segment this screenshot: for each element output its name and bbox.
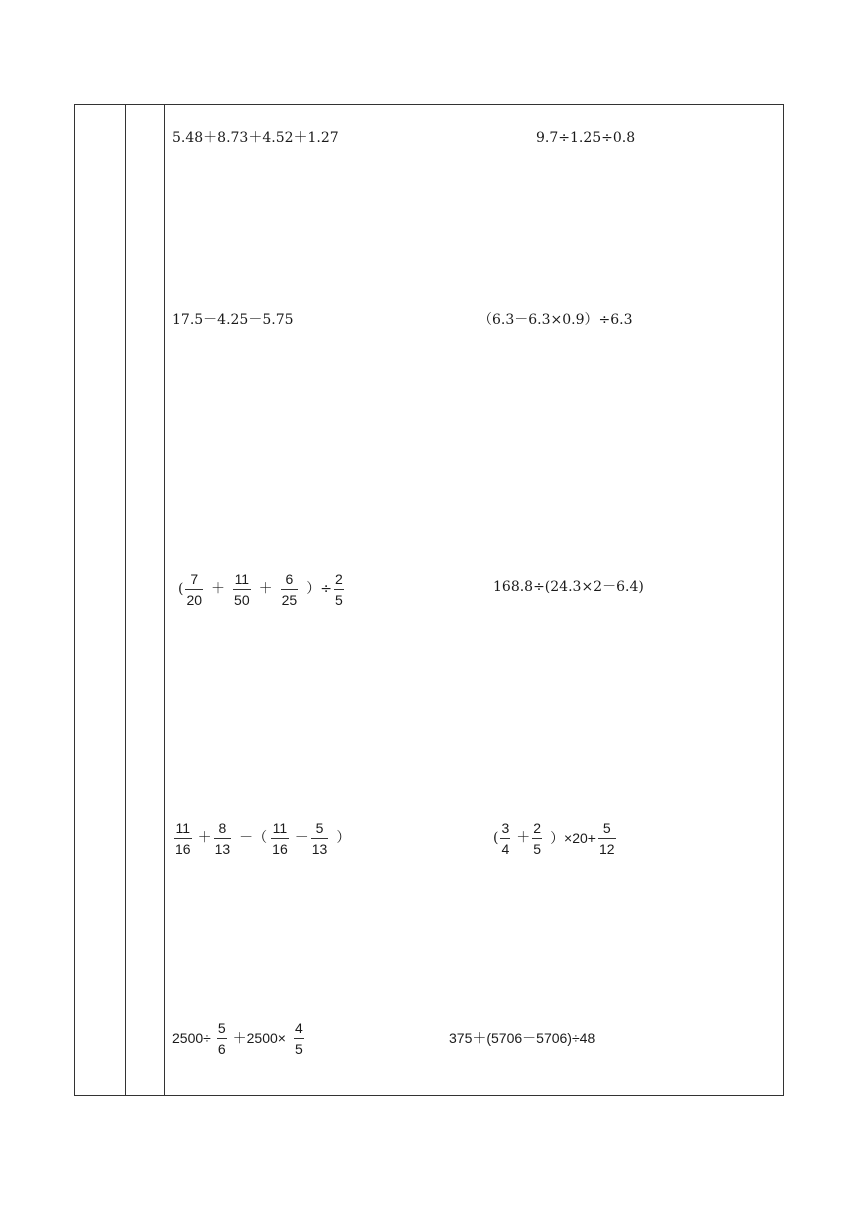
problem-2-text: 9.7÷1.25÷0.8 xyxy=(536,130,636,146)
fraction xyxy=(532,821,542,856)
minus-open: －（ xyxy=(239,830,268,846)
close-paren: ） xyxy=(336,830,351,846)
denominator: 16 xyxy=(175,840,191,857)
numerator: 2 xyxy=(334,570,343,587)
problem-2 xyxy=(536,131,635,145)
problem-3-text: 17.5－4.25－5.75 xyxy=(172,312,294,328)
close-times: ）×20+ xyxy=(550,830,596,846)
denominator: 5 xyxy=(294,1040,303,1057)
problem-9-pre: 2500÷ xyxy=(172,1030,211,1046)
fraction xyxy=(500,821,510,856)
numerator: 2 xyxy=(533,819,542,836)
problem-7 xyxy=(172,816,350,860)
denominator: 6 xyxy=(217,1040,226,1057)
problem-9 xyxy=(172,1016,306,1060)
denominator: 12 xyxy=(599,840,615,857)
plus-operator: ＋ xyxy=(258,581,273,597)
problem-4 xyxy=(478,313,633,327)
problem-8 xyxy=(493,816,618,860)
plus-operator: ＋ xyxy=(197,830,212,846)
problem-10 xyxy=(449,1031,595,1045)
problem-3 xyxy=(172,313,294,327)
fraction xyxy=(174,821,192,856)
fraction xyxy=(598,821,616,856)
denominator: 13 xyxy=(311,840,328,857)
fraction xyxy=(311,821,329,856)
column-divider-2 xyxy=(164,105,165,1095)
problem-1 xyxy=(172,131,339,145)
denominator: 13 xyxy=(214,840,231,857)
problem-6 xyxy=(493,580,644,594)
numerator: 8 xyxy=(218,819,227,836)
numerator: 11 xyxy=(175,819,191,836)
problem-6-text: 168.8÷(24.3×2－6.4) xyxy=(493,579,644,595)
column-divider-1 xyxy=(125,105,126,1095)
problem-4-text: （6.3－6.3×0.9）÷6.3 xyxy=(478,312,633,328)
denominator: 20 xyxy=(186,591,203,608)
fraction xyxy=(271,821,289,856)
problem-5-open: ( xyxy=(178,581,184,597)
fraction xyxy=(294,1021,304,1056)
fraction xyxy=(334,572,344,607)
plus-operator: ＋ xyxy=(211,581,226,597)
problem-5 xyxy=(178,567,346,611)
numerator: 11 xyxy=(272,819,288,836)
numerator: 6 xyxy=(285,570,294,587)
problem-10-text: 375＋(5706－5706)÷48 xyxy=(449,1030,596,1046)
fraction xyxy=(214,821,232,856)
numerator: 5 xyxy=(602,819,611,836)
fraction xyxy=(233,572,251,607)
numerator: 7 xyxy=(190,570,199,587)
denominator: 25 xyxy=(281,591,298,608)
fraction xyxy=(217,1021,227,1056)
numerator: 5 xyxy=(315,819,324,836)
denominator: 16 xyxy=(272,840,288,857)
numerator: 11 xyxy=(234,570,250,587)
minus-operator: － xyxy=(294,830,309,846)
denominator: 5 xyxy=(533,840,542,857)
problem-8-open: ( xyxy=(493,830,499,846)
numerator: 5 xyxy=(217,1019,226,1036)
numerator: 3 xyxy=(501,819,510,836)
numerator: 4 xyxy=(294,1019,303,1036)
denominator: 50 xyxy=(234,591,250,608)
problem-9-mid: ＋2500× xyxy=(232,1030,286,1046)
fraction xyxy=(185,572,203,607)
fraction xyxy=(281,572,299,607)
plus-operator: ＋ xyxy=(516,830,531,846)
problem-1-text: 5.48＋8.73＋4.52＋1.27 xyxy=(172,130,339,146)
denominator: 4 xyxy=(501,840,510,857)
close-divide: ）÷ xyxy=(306,581,332,597)
denominator: 5 xyxy=(334,591,343,608)
